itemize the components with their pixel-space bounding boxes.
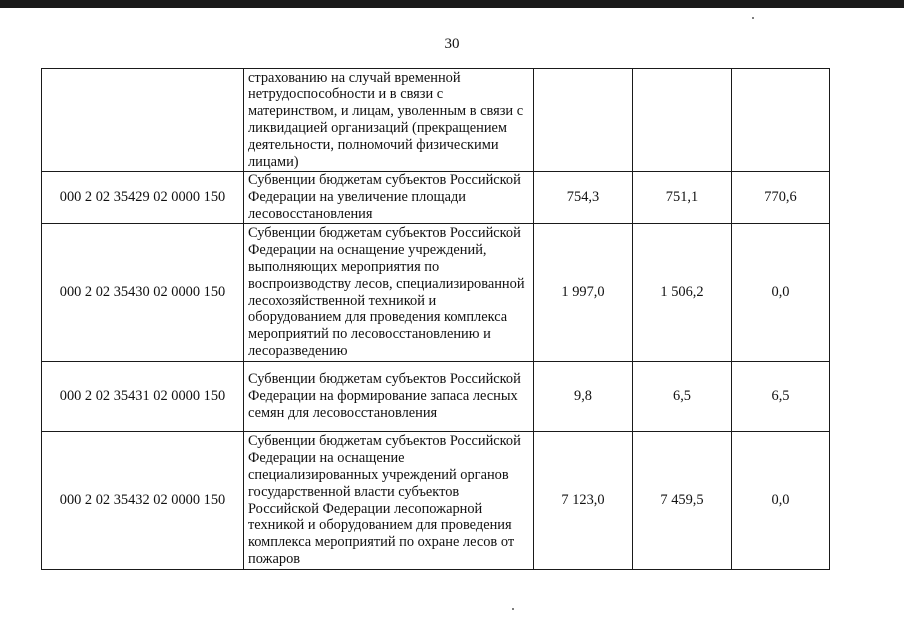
page-number: 30 <box>444 36 460 52</box>
value-year1-cell: 1 997,0 <box>534 224 633 362</box>
value-year1-cell: 9,8 <box>534 362 633 432</box>
value-year3-cell: 770,6 <box>732 172 830 224</box>
scan-speck <box>512 608 514 610</box>
budget-code-cell: 000 2 02 35430 02 0000 150 <box>42 224 244 362</box>
value-year1-cell: 7 123,0 <box>534 432 633 570</box>
value-year2-cell: 1 506,2 <box>633 224 732 362</box>
top-border-bar <box>0 0 904 8</box>
budget-code-cell: 000 2 02 35432 02 0000 150 <box>42 432 244 570</box>
table-row <box>42 224 830 362</box>
table-row <box>42 172 830 224</box>
value-year2-cell: 7 459,5 <box>633 432 732 570</box>
budget-code-cell <box>42 69 244 172</box>
description-cell: страхованию на случай временной нетрудоспособности и в связи с материнством, и лицам, уволенным в связи с ликвидацией организаций (прекращением деятельности, полномочий физическими лицами) <box>244 69 534 172</box>
value-year2-cell: 6,5 <box>633 362 732 432</box>
description-cell: Субвенции бюджетам субъектов Российской Федерации на оснащение специализированных учреждений органов государственной власти субъектов Российской Федерации лесопожарной техникой и оборудованием для проведения комплекса мероприятий по охране лесов от пожаров <box>244 432 534 570</box>
table-row <box>42 69 830 172</box>
description-cell: Субвенции бюджетам субъектов Российской Федерации на оснащение учреждений, выполняющих мероприятия по воспроизводству лесов, специализированной лесохозяйственной техникой и оборудованием для проведения комплекса мероприятий по лесовосстановлению и лесоразведению <box>244 224 534 362</box>
description-cell: Субвенции бюджетам субъектов Российской Федерации на формирование запаса лесных семян для лесовосстановления <box>244 362 534 432</box>
value-year3-cell: 6,5 <box>732 362 830 432</box>
budget-code-cell: 000 2 02 35429 02 0000 150 <box>42 172 244 224</box>
scan-speck <box>752 17 754 19</box>
value-year2-cell: 751,1 <box>633 172 732 224</box>
value-year1-cell: 754,3 <box>534 172 633 224</box>
description-cell: Субвенции бюджетам субъектов Российской Федерации на увеличение площади лесовосстановления <box>244 172 534 224</box>
value-year3-cell: 0,0 <box>732 432 830 570</box>
table-row <box>42 432 830 570</box>
value-year3-cell: 0,0 <box>732 224 830 362</box>
value-year1-cell <box>534 69 633 172</box>
budget-table <box>41 68 830 570</box>
budget-code-cell: 000 2 02 35431 02 0000 150 <box>42 362 244 432</box>
value-year2-cell <box>633 69 732 172</box>
value-year3-cell <box>732 69 830 172</box>
table-row <box>42 362 830 432</box>
